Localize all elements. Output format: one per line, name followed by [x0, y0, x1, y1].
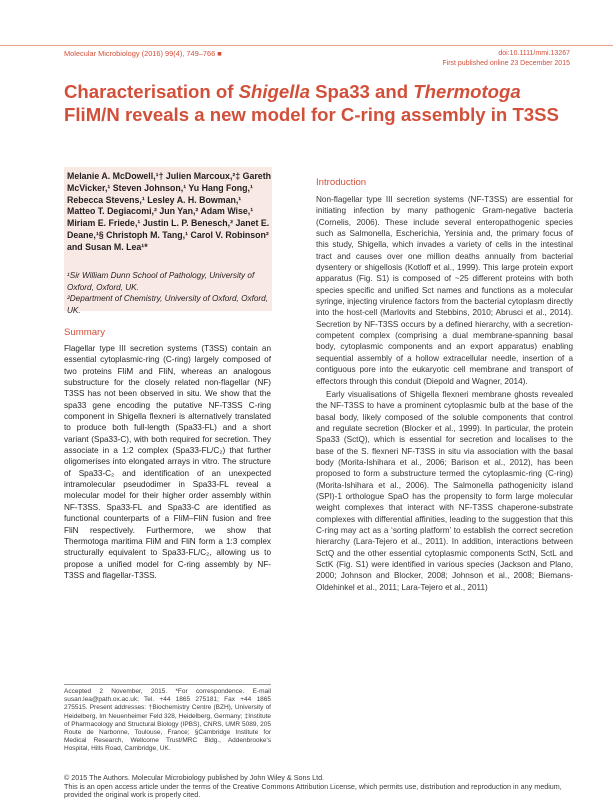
published-date: First published online 23 December 2015 — [442, 60, 570, 67]
intro-paragraph-1: Non-flagellar type III secretion systems (NF-T3SS) are essential for initiating infection by many pathogenic Gram-negative bacteria (Cornelis, 2006). These include several enteropathogenic species such as Salmonella, Escherichia, Yersinia and, the primary focus of this study, Shigella, which invades a variety of cells in the intestinal tract and causes over one million deaths annually from bacterial dysentery or shigellosis (Kotloff et al., 1999). This large protein export apparatus (Fig. S1) is composed of ~25 different proteins with both species specific and unified Sct names and functions as a molecular syringe, injecting virulence factors from the bacterial cytoplasm directly into the host-cell (Marlovits and Stebbins, 2010; Abrusci et al., 2014). Secretion by NF-T3SS occurs by a defined hierarchy, with a secretion-competent complex (comprising a dual membrane-spanning basal body, cytoplasmic components and an export apparatus) enabling sequential assembly of a hollow extracellular needle, insertion of a contiguous pore into the eukaryotic cell membrane and transport of effectors through this conduit (Diepold and Wagner, 2014). — [316, 195, 573, 386]
summary-text: Flagellar type III secretion systems (T3SS) contain an essential cytoplasmic-ring (C-ring) largely composed of two proteins FliM and FliN, whereas an analogous substructure for the closely related non-flagellar (NF) T3SS has not been observed in situ. We show that the spa33 gene encoding the putative NF-T3SS C-ring component in Shigella flexneri is alternatively translated to produce both full-length (Spa33-FL) and a short variant (Spa33-C), with both required for secretion. They associate in a 1:2 complex (Spa33-FL/C₂) that further oligomerises into elongated arrays in vitro. The structure of Spa33-C₂ and identification of an unexpected intramolecular pseudodimer in Spa33-FL reveal a molecular model for their higher order assembly within NF-T3SS. Spa33-FL and Spa33-C are identified as functional counterparts of a FliM–FliN fusion and free FliN respectively. Furthermore, we show that Thermotoga maritima FliM and FliN form a 1:3 complex structurally equivalent to Spa33-FL/C₂, allowing us to propose a unified model for C-ring assembly by NF-T3SS and flagellar-T3SS. — [64, 344, 271, 580]
title-part3: FliM/N reveals a new model for C-ring assembly in T3SS — [64, 104, 559, 125]
journal-citation: Molecular Microbiology (2016) 99(4), 749–766 ■ — [64, 49, 222, 58]
title-italic1: Shigella — [238, 81, 310, 102]
summary-heading: Summary — [64, 327, 106, 338]
article-title — [64, 80, 564, 126]
footnote-rule — [64, 684, 271, 685]
copyright-notice — [64, 774, 573, 800]
title-part1: Characterisation of — [64, 81, 239, 102]
introduction-heading: Introduction — [316, 177, 367, 188]
affiliations — [67, 270, 271, 316]
title-part2: Spa33 and — [309, 81, 414, 102]
introduction-body — [316, 194, 573, 593]
header-rule — [0, 45, 613, 46]
doi-link[interactable]: doi:10.1111/mmi.13267 — [498, 50, 570, 57]
correspondence-footnote: Accepted 2 November, 2015. *For correspondence. E-mail susan.lea@path.ox.ac.uk; Tel. +44 1865 275181; Fax +44 1865 275515. Present addresses: †Biochemistry Centre (BZH), University of Heidelberg, Im Neuenheimer Feld 328, Heidelberg, Germany; ‡Institute of Pharmacology and Structural Biology (IPBS), CNRS, UMR 5089, 205 Route de Narbonne, Toulouse, France; §Cambridge Institute for Medical Research, Wellcome Trust/MRC Bldg., Addenbrooke's Hospital, Hills Road, Cambridge, UK. — [64, 688, 271, 753]
author-list: Melanie A. McDowell,¹† Julien Marcoux,²‡ Gareth McVicker,¹ Steven Johnson,¹ Yu Hang Fong,¹ Rebecca Stevens,¹ Lesley A. H. Bowman,¹ Matteo T. Degiacomi,² Jun Yan,² Adam Wise,¹ Miriam E. Friede,¹ Justin L. P. Benesch,² Janet E. Deane,¹§ Christoph M. Tang,¹ Carol V. Robinson² and Susan M. Lea¹* — [67, 171, 272, 252]
intro-paragraph-2: Early visualisations of Shigella flexneri membrane ghosts revealed the NF-T3SS to have a prominent cytoplasmic bulb at the base of the basal body, likely composed of the soluble components that control and regulate secretion (Blocker et al., 1999). In particular, the protein Spa33 (SctQ), which is essential for secretion and localises to the base of the S. flexneri NF-T3SS in situ via association with the basal body (Morita-Ishihara et al., 2006; Barison et al., 2012), has been proposed to form a substructure termed the cytoplasmic-ring (C-ring) (Morita-Ishihara et al., 2006). The Salmonella pathogenicity island (SPI)-1 orthologue SpaO has the propensity to form large molecular weight complexes that interact with NF-T3SS chaperone-substrate complexes with differential affinities, leading to the suggestion that this C-ring may act as a ‘sorting platform’ to establish the correct secretion hierarchy (Lara-Tejero et al., 2011). In addition, interactions between SctQ and the other essential cytoplasmic components SctN, SctL and SctK (Fig. S1) were identified in various species (Jackson and Plano, 2000; Johnson and Blocker, 2008; Johnson et al., 2008; Biemans-Oldehinkel et al., 2011; Lara-Tejero et al., 2011) — [316, 389, 573, 592]
affiliation-1: ¹Sir William Dunn School of Pathology, University of Oxford, Oxford, UK. — [67, 271, 255, 292]
title-italic2: Thermotoga — [413, 81, 521, 102]
license-line: This is an open access article under the terms of the Creative Commons Attribution License, which permits use, distribution and reproduction in any medium, provided the original work is properly cited. — [64, 781, 562, 800]
affiliation-2: ²Department of Chemistry, University of Oxford, Oxford, UK. — [67, 294, 268, 315]
article-meta — [442, 49, 570, 69]
copyright-line: © 2015 The Authors. Molecular Microbiology published by John Wiley & Sons Ltd. — [64, 773, 325, 782]
